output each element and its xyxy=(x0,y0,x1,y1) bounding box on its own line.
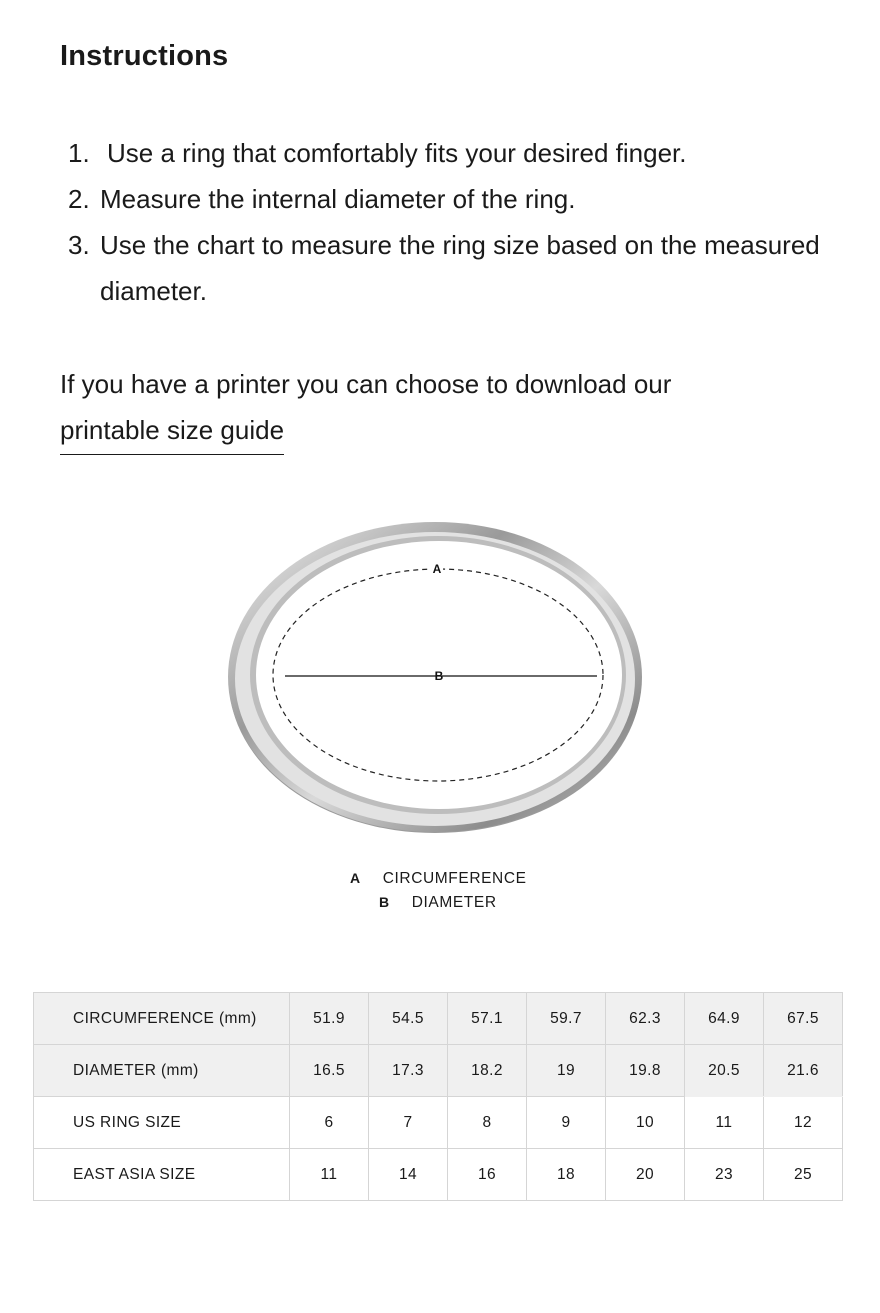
table-row-east-asia-size xyxy=(34,1149,843,1201)
row-label: CIRCUMFERENCE (mm) xyxy=(34,993,290,1045)
table-cell: 57.1 xyxy=(448,993,527,1045)
ring-size-table xyxy=(33,992,843,1201)
legend-item-diameter xyxy=(379,894,497,912)
table-row-diameter xyxy=(34,1045,843,1097)
table-cell: 67.5 xyxy=(764,993,843,1045)
row-label: US RING SIZE xyxy=(34,1097,290,1149)
legend-item-circumference xyxy=(350,870,527,888)
marker-b: B xyxy=(434,669,444,683)
table-cell: 16.5 xyxy=(290,1045,369,1097)
instruction-list xyxy=(60,130,820,314)
step-text: Use the chart to measure the ring size based on the measured diameter. xyxy=(100,230,820,306)
table-cell: 8 xyxy=(448,1097,527,1149)
table-cell: 14 xyxy=(369,1149,448,1201)
legend-key: A xyxy=(350,870,361,886)
step-number: 2. xyxy=(68,184,90,214)
printable-size-guide-link[interactable]: printable size guide xyxy=(60,412,284,455)
table-row-circumference xyxy=(34,993,843,1045)
table-cell: 11 xyxy=(685,1097,764,1149)
table-cell: 20 xyxy=(606,1149,685,1201)
marker-a: A xyxy=(432,562,442,576)
table-cell: 23 xyxy=(685,1149,764,1201)
table-cell: 20.5 xyxy=(685,1045,764,1097)
ring-diagram xyxy=(220,505,650,845)
step-text: Use a ring that comfortably fits your desired finger. xyxy=(107,138,687,168)
table-cell: 7 xyxy=(369,1097,448,1149)
table-cell: 6 xyxy=(290,1097,369,1149)
row-label: DIAMETER (mm) xyxy=(34,1045,290,1097)
table-row-us-size xyxy=(34,1097,843,1149)
page-title: Instructions xyxy=(60,40,229,72)
legend-label: CIRCUMFERENCE xyxy=(382,870,527,887)
table-cell: 51.9 xyxy=(290,993,369,1045)
table-cell: 25 xyxy=(764,1149,843,1201)
instruction-step xyxy=(60,176,820,222)
table-cell: 12 xyxy=(764,1097,843,1149)
table-cell: 19.8 xyxy=(606,1045,685,1097)
table-cell: 59.7 xyxy=(527,993,606,1045)
table-cell: 19 xyxy=(527,1045,606,1097)
printer-note-text: If you have a printer you can choose to download our xyxy=(60,369,672,399)
table-cell: 18.2 xyxy=(448,1045,527,1097)
table-cell: 21.6 xyxy=(764,1045,843,1097)
row-label: EAST ASIA SIZE xyxy=(34,1149,290,1201)
legend-label: DIAMETER xyxy=(411,894,497,911)
table-cell: 9 xyxy=(527,1097,606,1149)
step-number: 3. xyxy=(68,230,90,260)
table-cell: 54.5 xyxy=(369,993,448,1045)
table-cell: 10 xyxy=(606,1097,685,1149)
table-cell: 18 xyxy=(527,1149,606,1201)
table-cell: 11 xyxy=(290,1149,369,1201)
printer-note xyxy=(60,361,671,455)
table-cell: 62.3 xyxy=(606,993,685,1045)
legend-key: B xyxy=(379,894,390,910)
instruction-step xyxy=(60,130,820,176)
step-number: 1. xyxy=(68,138,90,168)
table-cell: 64.9 xyxy=(685,993,764,1045)
table-cell: 17.3 xyxy=(369,1045,448,1097)
instruction-step xyxy=(60,222,820,314)
table-cell: 16 xyxy=(448,1149,527,1201)
step-text: Measure the internal diameter of the ring. xyxy=(100,184,576,214)
